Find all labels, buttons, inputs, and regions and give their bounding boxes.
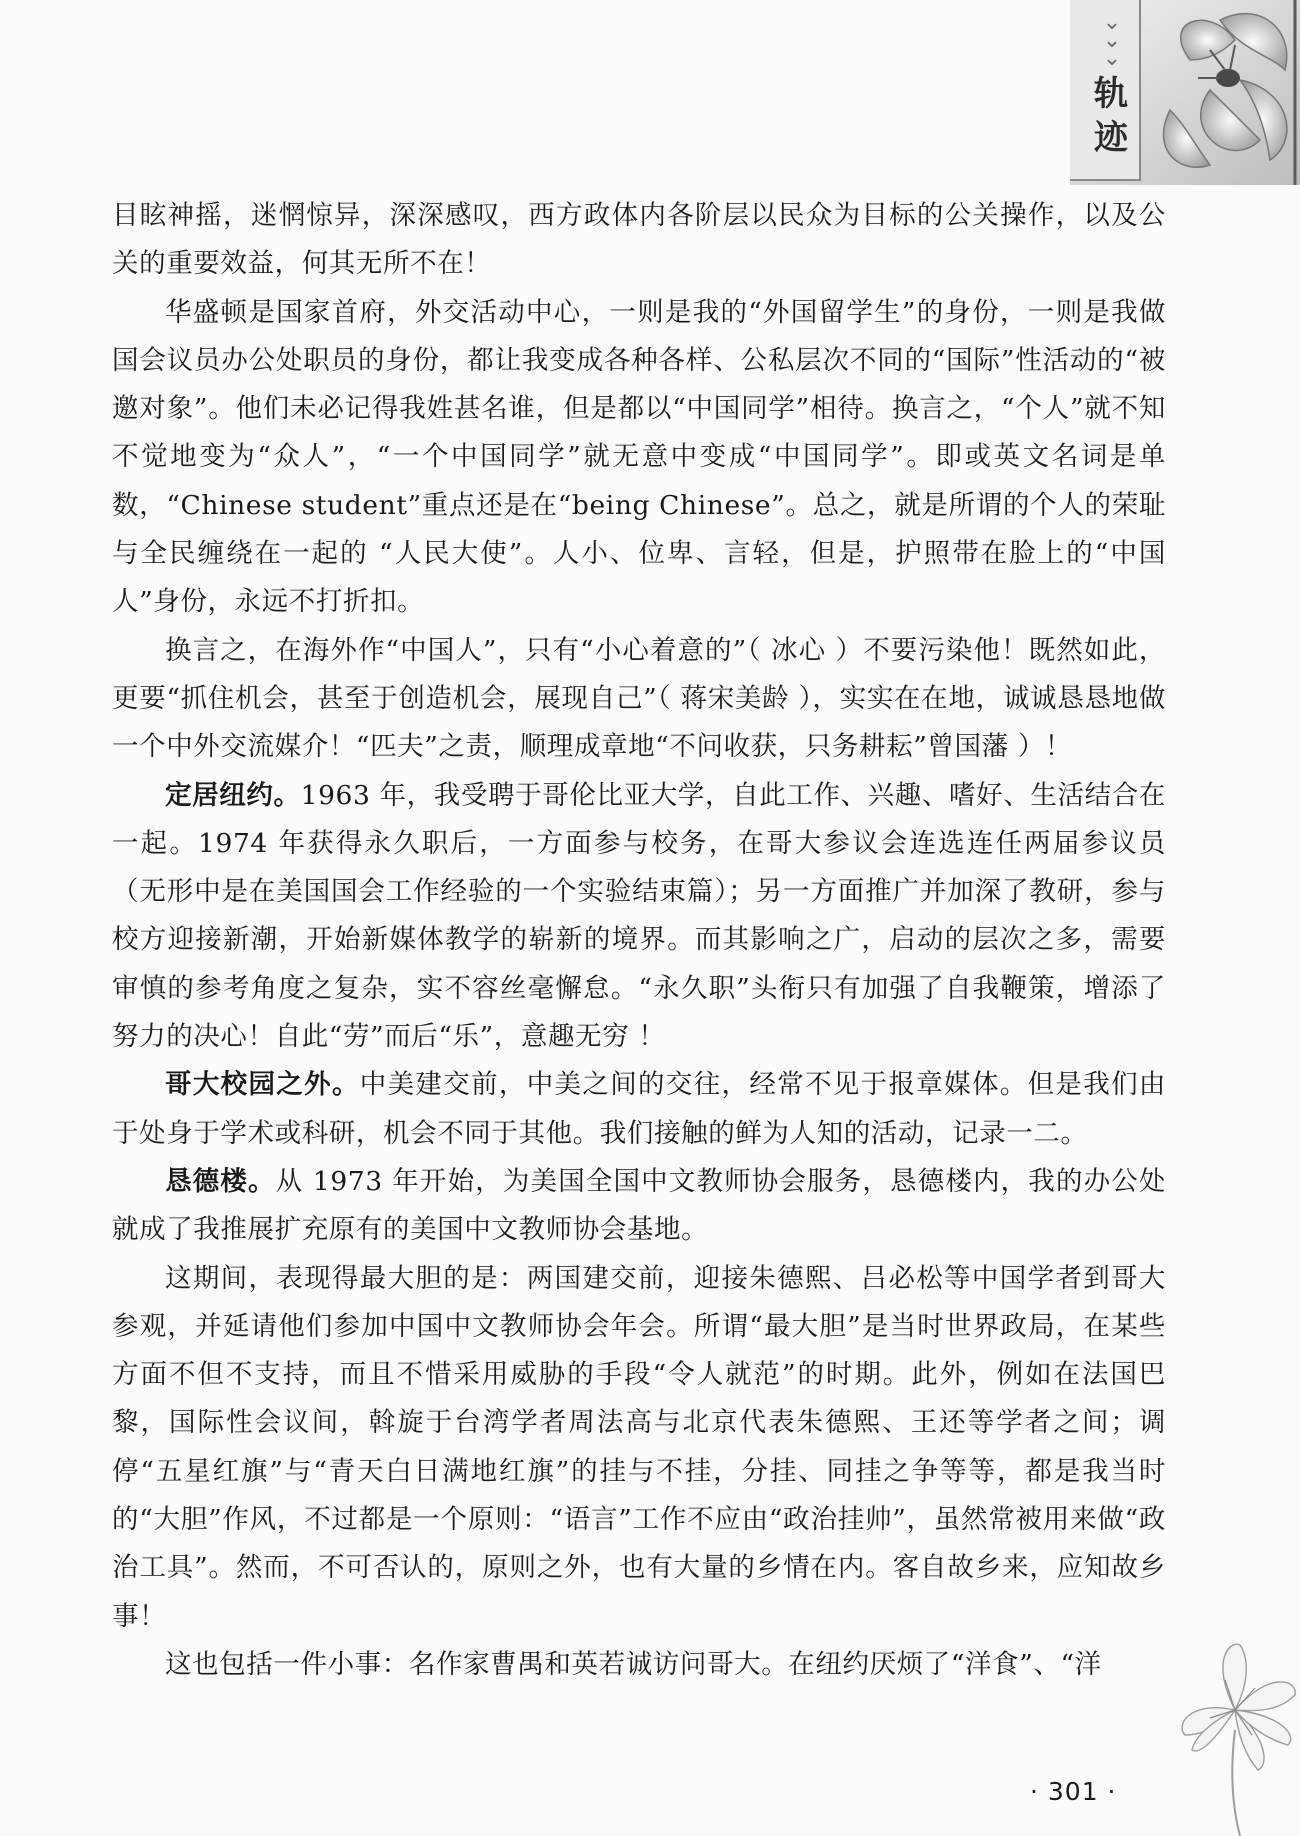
paragraph-text: 这期间，表现得最大胆的是：两国建交前，迎接朱德熙、吕必松等中国学者到哥大参观，并延请他们参加中国中文教师协会年会。所谓“最大胆”是当时世界政局，在某些方面不但不支持，而且不惜采用威胁的手段“令人就范”的时期。此外，例如在法国巴黎，国际性会议间，斡旋于台湾学者周法高与北京代表朱德熙、王还等学者之间；调停“五星红旗”与“青天白日满地红旗”的挂与不挂，分挂、同挂之争等等，都是我当时的“大胆”作风，不过都是一个原则：“语言”工作不应由“政治挂帅”，虽然常被用来做“政治工具”。然而，不可否认的，原则之外，也有大量的乡情在内。客自故乡来，应知故乡事！ [112,1262,1166,1632]
section-title [1085,72,1137,160]
page-number: · 301 · [1030,1777,1117,1806]
paragraph-text: 目眩神摇，迷惘惊异，深深感叹，西方政体内各阶层以民众为目标的公关操作，以及公关的重要效益，何其无所不在！ [112,200,1166,280]
paragraph-lead: 恳德楼。 [165,1165,276,1197]
body-text [112,192,1166,1689]
paragraph-text: 华盛顿是国家首府，外交活动中心，一则是我的“外国留学生”的身份，一则是我做国会议员办公处职员的身份，都让我变成各种各样、公私层次不同的“国际”性活动的“被邀对象”。他们未必记得我姓甚名谁，但是都以“中国同学”相待。换言之，“个人”就不知不觉地变为“众人”，“一个中国同学”就无意中变成“中国同学”。即或英文名词是单数，“Chinese student”重点还是在“being Chinese”。总之，就是所谓的个人的荣耻与全民缠绕在一起的 “人民大使”。人小、位卑、言轻，但是，护照带在脸上的“中国人”身份，永远不打折扣。 [112,296,1166,618]
paragraph [112,1255,1166,1641]
section-title-char: 迹 [1094,118,1128,158]
paragraph [112,1158,1166,1255]
paragraph-text: 这也包括一件小事：名作家曹禺和英若诚访问哥大。在纽约厌烦了“洋食”、“洋 [165,1648,1102,1680]
paragraph [112,772,1166,1062]
paragraph [112,1641,1166,1689]
paragraph [112,1061,1166,1158]
paragraph-text: 中美建交前，中美之间的交往，经常不见于报章媒体。但是我们由于处身于学术或科研，机会不同于其他。我们接触的鲜为人知的活动，记录一二。 [112,1069,1166,1149]
section-title-char: 轨 [1094,74,1128,114]
paragraph-lead: 哥大校园之外。 [165,1069,360,1101]
paragraph-text: 从 1973 年开始，为美国全国中文教师协会服务，恳德楼内，我的办公处就成了我推展扩充原有的美国中文教师协会基地。 [112,1165,1166,1246]
paragraph-text: 换言之，在海外作“中国人”，只有“小心着意的”（ 冰心 ）不要污染他！既然如此，更要“抓住机会，甚至于创造机会，展现自己”（ 蒋宋美龄 ），实实在在地，诚诚恳恳地做一个中外交流媒介！“匹夫”之责，顺理成章地“不问收获，只务耕耘”曾国藩 ）！ [112,634,1166,763]
paragraph [112,192,1166,289]
paragraph-text: 1963 年，我受聘于哥伦比亚大学，自此工作、兴趣、嗜好、生活结合在一起。1974 年获得永久职后，一方面参与校务，在哥大参议会连选连任两届参议员（无形中是在美国国会工作经验的一个实验结束篇）；另一方面推广并加深了教研，参与校方迎接新潮，开始新媒体教学的崭新的境界。而其影响之广，启动的层次之多，需要审慎的参考角度之复杂，实不容丝毫懈怠。“永久职”头衔只有加强了自我鞭策，增添了努力的决心！自此“劳”而后“乐”，意趣无穷 ！ [112,779,1166,1053]
paragraph [112,627,1166,772]
paragraph-lead: 定居纽约。 [165,779,301,811]
paragraph [112,289,1166,627]
chevron-down-icon: ⌄ [1102,28,1122,53]
chevron-down-icon: ⌄ [1102,10,1122,35]
chevron-down-icon: ⌄ [1102,46,1122,71]
lily-flower-icon [1170,1640,1300,1836]
